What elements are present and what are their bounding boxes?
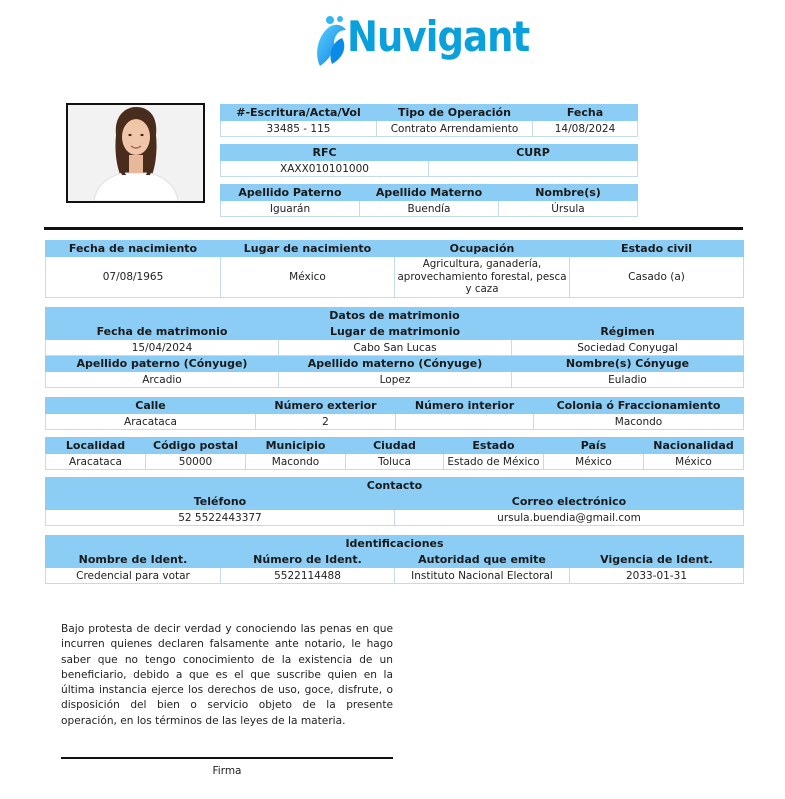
value-rfc: XAXX010101000 xyxy=(221,161,429,177)
value-ocupacion: Agricultura, ganadería, aprovechamiento forestal, pesca y caza xyxy=(395,257,570,298)
value-telefono: 52 5522443377 xyxy=(46,510,395,526)
value-conyuge-nombre: Euladio xyxy=(512,372,744,388)
value-fecha-nacimiento: 07/08/1965 xyxy=(46,257,221,298)
header-apellido-paterno: Apellido Paterno xyxy=(221,185,360,201)
section-divider xyxy=(44,227,743,230)
brand-name: Nuvigant xyxy=(347,12,530,61)
header-tipo-operacion: Tipo de Operación xyxy=(377,105,533,121)
header-municipio: Municipio xyxy=(246,438,346,454)
value-localidad: Aracataca xyxy=(46,454,146,470)
matrimonio-table xyxy=(45,307,744,388)
legal-declaration: Bajo protesta de decir verdad y conociendo las penas en que incurren quienes declaren falsamente ante notario, le hago saber que no tengo conocimiento de la existencia de un beneficiario, debido a que es el que suscribe quien en la última instancia ejerce los derechos de uso, goce, disfrute, o disposición del bien o servicio objeto de la presente operación, en los términos de las leyes de la materia. xyxy=(61,623,393,727)
client-photo xyxy=(66,103,205,203)
value-apellido-paterno: Iguarán xyxy=(221,201,360,217)
value-correo: ursula.buendia@gmail.com xyxy=(395,510,744,526)
header-vigencia: Vigencia de Ident. xyxy=(570,552,744,568)
header-numero-exterior: Número exterior xyxy=(256,398,396,414)
value-nombres: Úrsula xyxy=(499,201,638,217)
header-calle: Calle xyxy=(46,398,256,414)
matrimonio-title: Datos de matrimonio xyxy=(46,308,744,324)
value-colonia: Macondo xyxy=(534,414,744,430)
header-autoridad: Autoridad que emite xyxy=(395,552,570,568)
value-tipo-operacion: Contrato Arrendamiento xyxy=(377,121,533,137)
header-conyuge-materno: Apellido materno (Cónyuge) xyxy=(279,356,512,372)
value-pais: México xyxy=(544,454,644,470)
domicilio-table xyxy=(45,397,744,430)
header-nacionalidad: Nacionalidad xyxy=(644,438,744,454)
value-conyuge-paterno: Arcadio xyxy=(46,372,279,388)
header-nombre-ident: Nombre de Ident. xyxy=(46,552,221,568)
value-fecha: 14/08/2024 xyxy=(533,121,638,137)
value-nacionalidad: México xyxy=(644,454,744,470)
header-ocupacion: Ocupación xyxy=(395,241,570,257)
header-telefono: Teléfono xyxy=(46,494,395,510)
value-municipio: Macondo xyxy=(246,454,346,470)
value-apellido-materno: Buendía xyxy=(360,201,499,217)
brand-logo-icon xyxy=(312,14,352,70)
value-estado: Estado de México xyxy=(444,454,544,470)
contacto-table xyxy=(45,477,744,526)
value-numero-interior xyxy=(396,414,534,430)
identificaciones-title: Identificaciones xyxy=(46,536,744,552)
header-conyuge-paterno: Apellido paterno (Cónyuge) xyxy=(46,356,279,372)
rfc-curp-table xyxy=(220,144,638,177)
header-pais: País xyxy=(544,438,644,454)
header-ciudad: Ciudad xyxy=(346,438,444,454)
header-conyuge-nombre: Nombre(s) Cónyuge xyxy=(512,356,744,372)
name-table xyxy=(220,184,638,217)
value-numero-exterior: 2 xyxy=(256,414,396,430)
header-estado-civil: Estado civil xyxy=(570,241,744,257)
value-autoridad: Instituto Nacional Electoral xyxy=(395,568,570,584)
value-lugar-nacimiento: México xyxy=(221,257,395,298)
ubicacion-table xyxy=(45,437,744,470)
header-lugar-nacimiento: Lugar de nacimiento xyxy=(221,241,395,257)
header-fecha: Fecha xyxy=(533,105,638,121)
value-numero-ident: 5522114488 xyxy=(221,568,395,584)
operation-table xyxy=(220,104,638,137)
header-fecha-matrimonio: Fecha de matrimonio xyxy=(46,324,279,340)
value-ciudad: Toluca xyxy=(346,454,444,470)
value-vigencia: 2033-01-31 xyxy=(570,568,744,584)
value-conyuge-materno: Lopez xyxy=(279,372,512,388)
header-estado: Estado xyxy=(444,438,544,454)
person-portrait-icon xyxy=(68,105,203,201)
value-nombre-ident: Credencial para votar xyxy=(46,568,221,584)
header-numero-ident: Número de Ident. xyxy=(221,552,395,568)
header-codigo-postal: Código postal xyxy=(146,438,246,454)
header-fecha-nacimiento: Fecha de nacimiento xyxy=(46,241,221,257)
value-estado-civil: Casado (a) xyxy=(570,257,744,298)
header-nombres: Nombre(s) xyxy=(499,185,638,201)
header-escritura: #-Escritura/Acta/Vol xyxy=(221,105,377,121)
identificaciones-table xyxy=(45,535,744,584)
header-lugar-matrimonio: Lugar de matrimonio xyxy=(279,324,512,340)
value-codigo-postal: 50000 xyxy=(146,454,246,470)
header-numero-interior: Número interior xyxy=(396,398,534,414)
brand-logo xyxy=(312,8,530,74)
value-fecha-matrimonio: 15/04/2024 xyxy=(46,340,279,356)
header-colonia: Colonia ó Fraccionamiento xyxy=(534,398,744,414)
value-curp xyxy=(429,161,638,177)
header-curp: CURP xyxy=(429,145,638,161)
signature-label: Firma xyxy=(212,765,242,777)
value-lugar-matrimonio: Cabo San Lucas xyxy=(279,340,512,356)
signature-line xyxy=(61,757,393,759)
personal-table xyxy=(45,240,744,298)
contacto-title: Contacto xyxy=(46,478,744,494)
value-regimen: Sociedad Conyugal xyxy=(512,340,744,356)
header-correo: Correo electrónico xyxy=(395,494,744,510)
header-apellido-materno: Apellido Materno xyxy=(360,185,499,201)
value-escritura: 33485 - 115 xyxy=(221,121,377,137)
header-rfc: RFC xyxy=(221,145,429,161)
header-regimen: Régimen xyxy=(512,324,744,340)
value-calle: Aracataca xyxy=(46,414,256,430)
header-localidad: Localidad xyxy=(46,438,146,454)
